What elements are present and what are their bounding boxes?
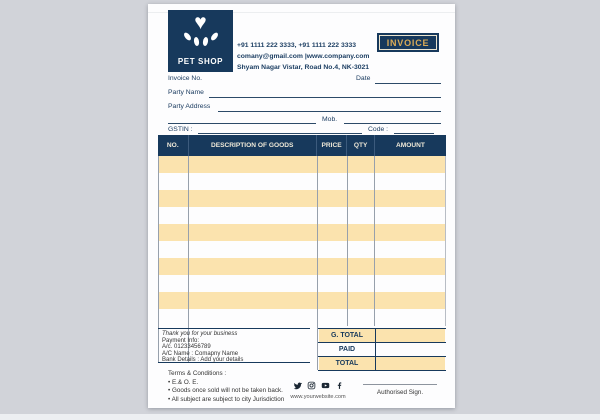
terms-block (168, 370, 284, 404)
table-row (158, 292, 446, 309)
gstin-label: GSTIN : (168, 126, 193, 133)
invoice-no-label: Invoice No. (168, 75, 203, 82)
items-table-body (158, 156, 446, 326)
terms-item: • All subject are subject to city Jurisdiction (168, 396, 284, 405)
authorised-sign-line (363, 384, 437, 385)
account-name: A/C Name : Comapny Name (162, 350, 239, 357)
table-row (158, 190, 446, 207)
youtube-icon (321, 381, 330, 390)
party-name-line (209, 97, 441, 98)
authorised-sign-label: Authorised Sign. (376, 389, 424, 396)
party-address-line-2 (168, 123, 316, 124)
table-row (158, 207, 446, 224)
items-table-header (158, 135, 446, 156)
totals-line-4 (318, 370, 446, 371)
party-address-line (218, 111, 441, 112)
social-icons (293, 381, 344, 390)
invoice-badge (377, 33, 439, 52)
code-label: Code : (368, 126, 389, 133)
total-value (376, 357, 445, 370)
twitter-icon (293, 381, 302, 390)
table-row (158, 241, 446, 258)
bank-details: Bank Details : Add your details (162, 357, 244, 364)
party-name-label: Party Name (168, 89, 204, 96)
paid-label: PAID (338, 346, 356, 353)
totals-line-3 (318, 356, 446, 357)
grid-line-right (445, 156, 446, 326)
payment-info-label: Payment Info: (162, 337, 200, 344)
table-row (158, 173, 446, 190)
facebook-icon (335, 381, 344, 390)
background-bottom-strip (0, 414, 600, 420)
company-contact-block (237, 40, 369, 73)
table-row (158, 156, 446, 173)
invoice-badge-label: INVOICE (386, 37, 430, 48)
paw-icon (183, 11, 219, 51)
table-row (158, 224, 446, 241)
payment-box-top-line (158, 328, 310, 329)
pet-shop-logo (168, 10, 233, 72)
mob-line (344, 123, 441, 124)
grid-line-amount (374, 156, 375, 326)
table-row (158, 275, 446, 292)
table-row (158, 309, 446, 326)
heart-pad-icon: ♥ (194, 11, 207, 34)
mob-label: Mob. (322, 116, 338, 123)
address-line: Shyam Nagar Vistar, Road No.4, NK-3021 (237, 64, 370, 71)
totals-line-2 (318, 342, 446, 343)
grid-line-qty (347, 156, 348, 326)
terms-item: • E.& O. E. (168, 379, 284, 388)
terms-item: • Goods once sold will not be taken back. (168, 387, 284, 396)
logo-text: PET SHOP (177, 57, 224, 66)
date-label: Date (356, 75, 371, 82)
totals-line-1 (318, 328, 446, 329)
email-line: comany@gmail.com |www.company.com (237, 53, 370, 60)
phone-line: +91 1111 222 3333, +91 1111 222 3333 (237, 42, 357, 49)
gstin-line (198, 133, 362, 134)
payment-info-block (162, 331, 307, 364)
col-header-desc: DESCRIPTION OF GOODS (188, 135, 316, 156)
terms-title: Terms & Conditions : (168, 370, 227, 377)
grid-line-price (317, 156, 318, 370)
code-line (394, 133, 434, 134)
account-number: A/c. 01233456789 (162, 344, 211, 351)
col-header-price: PRICE (316, 135, 347, 156)
col-header-amount: AMOUNT (374, 135, 446, 156)
party-address-label: Party Address (168, 103, 211, 110)
totals-divider (375, 328, 376, 370)
thanks-text: Thank you for your business (162, 331, 238, 337)
website-url: www.yourwebsite.com (290, 394, 346, 400)
col-header-no: NO. (166, 142, 179, 149)
table-row (158, 258, 446, 275)
total-label: TOTAL (319, 357, 375, 370)
date-line (375, 83, 441, 84)
col-header-qty: QTY (346, 135, 374, 156)
paid-value (376, 343, 445, 356)
grand-total-value (376, 329, 445, 342)
grid-line-left (158, 156, 159, 362)
invoice-page (148, 4, 455, 408)
instagram-icon (307, 381, 316, 390)
grand-total-label: G. TOTAL (319, 329, 375, 342)
